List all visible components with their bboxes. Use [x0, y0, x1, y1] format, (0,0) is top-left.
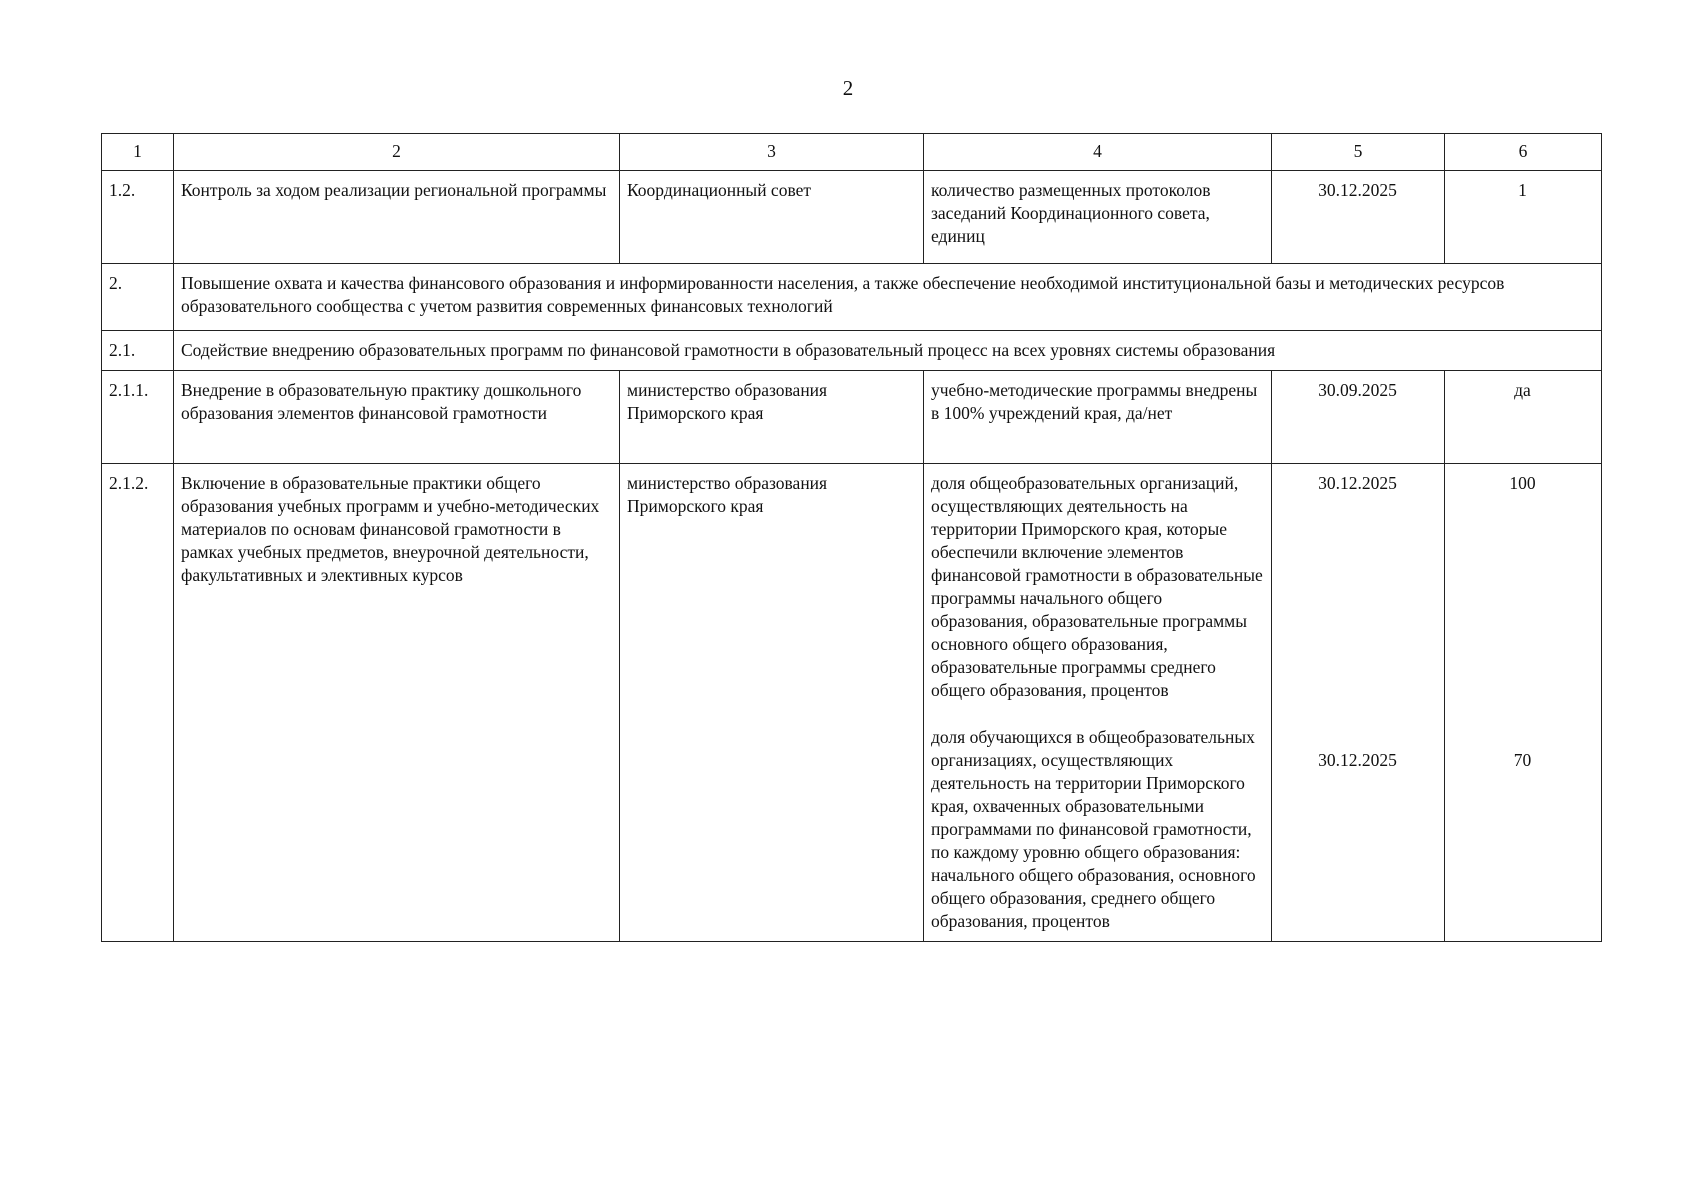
- header-cell: 1: [102, 134, 174, 171]
- target-value: да: [1445, 371, 1602, 464]
- measure-name: Включение в образовательные практики общего образования учебных программ и учебно-методических материалов по основам финансовой грамотности в рамках учебных предметов, внеурочной деятельности, факультативных и элективных курсов: [174, 464, 620, 942]
- deadline: 30.12.2025: [1318, 750, 1397, 770]
- deadline: 30.12.2025: [1272, 171, 1445, 264]
- indicator: доля общеобразовательных организаций, осуществляющих деятельность на территории Приморского края, которые обеспечили включение элементов финансовой грамотности в образовательные программы начального общего образования, образовательные программы основного общего образования, образовательные программы среднего общего образования, процентов: [931, 473, 1263, 700]
- header-cell: 5: [1272, 134, 1445, 171]
- target-value: 1: [1445, 171, 1602, 264]
- row-number: 1.2.: [102, 171, 174, 264]
- table-row: [102, 371, 1602, 464]
- row-number: 2.1.2.: [102, 464, 174, 942]
- header-cell: 6: [1445, 134, 1602, 171]
- row-number: 2.1.1.: [102, 371, 174, 464]
- target-value-cell: [1445, 464, 1602, 942]
- executor: министерство образования Приморского края: [620, 371, 924, 464]
- row-number: 2.1.: [102, 331, 174, 371]
- row-number: 2.: [102, 264, 174, 331]
- section-title: Содействие внедрению образовательных программ по финансовой грамотности в образовательный процесс на всех уровнях системы образования: [174, 331, 1602, 371]
- measure-name: Контроль за ходом реализации региональной программы: [174, 171, 620, 264]
- target-value: 100: [1509, 473, 1536, 493]
- indicator: учебно-методические программы внедрены в 100% учреждений края, да/нет: [924, 371, 1272, 464]
- executor: министерство образования Приморского края: [620, 464, 924, 942]
- page-number: 2: [842, 76, 854, 100]
- section-title: Повышение охвата и качества финансового образования и информированности населения, а также обеспечение необходимой институциональной базы и методических ресурсов образовательного сообщества с учетом развития современных финансовых технологий: [174, 264, 1602, 331]
- header-cell: 2: [174, 134, 620, 171]
- header-cell: 4: [924, 134, 1272, 171]
- plan-table: [101, 133, 1602, 942]
- deadline: 30.12.2025: [1318, 473, 1397, 493]
- executor: Координационный совет: [620, 171, 924, 264]
- header-row: [102, 134, 1602, 171]
- indicator: доля обучающихся в общеобразовательных организациях, осуществляющих деятельность на территории Приморского края, охваченных образовательными программами по финансовой грамотности, по каждому уровню общего образования: начального общего образования, основного общего образования, среднего общего образования, процентов: [931, 727, 1256, 931]
- indicator: количество размещенных протоколов заседаний Координационного совета, единиц: [924, 171, 1272, 264]
- indicator-cell: [924, 464, 1272, 942]
- table-row: [102, 464, 1602, 942]
- section-row: [102, 331, 1602, 371]
- section-row: [102, 264, 1602, 331]
- target-value: 70: [1513, 750, 1532, 770]
- header-cell: 3: [620, 134, 924, 171]
- deadline-cell: [1272, 464, 1445, 942]
- table-row: [102, 171, 1602, 264]
- deadline: 30.09.2025: [1272, 371, 1445, 464]
- measure-name: Внедрение в образовательную практику дошкольного образования элементов финансовой грамотности: [174, 371, 620, 464]
